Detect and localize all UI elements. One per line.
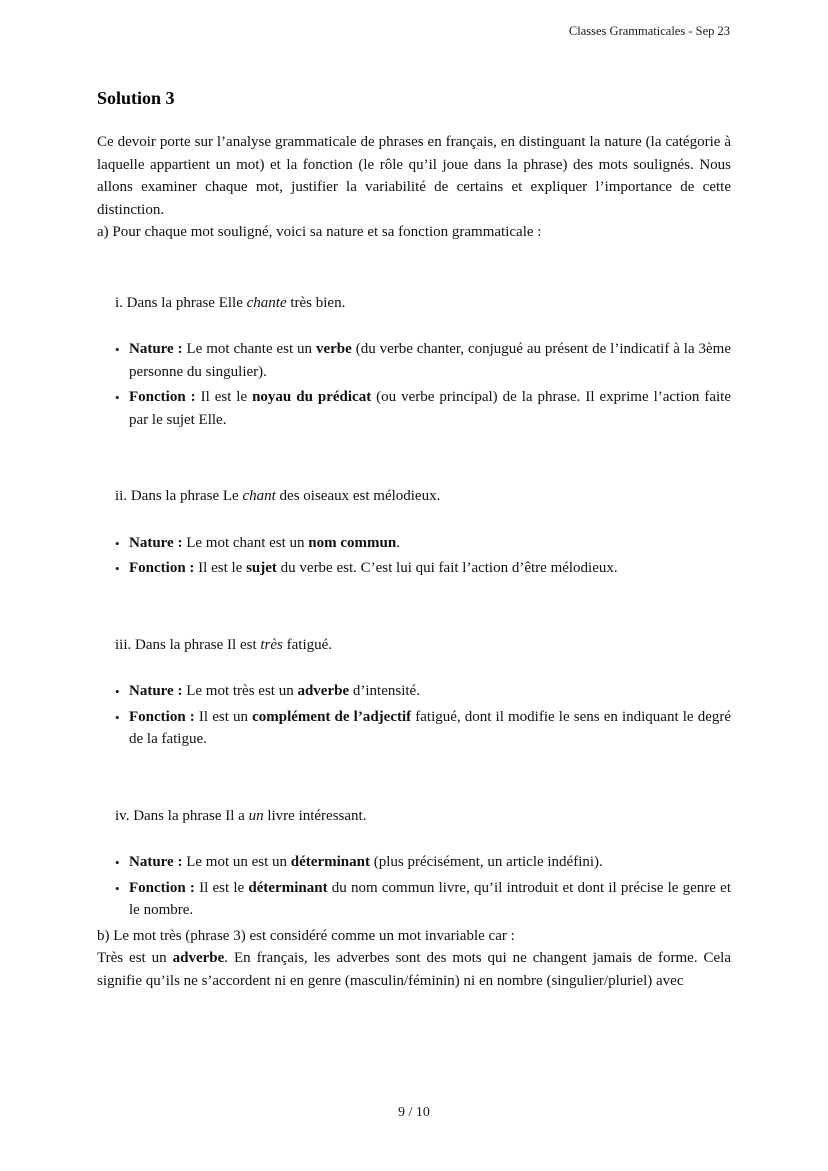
document-footer — [0, 1105, 828, 1121]
bullet-item: • Fonction : Il est le sujet du verbe est. C’est lui qui fait l’action d’être mélodieux. — [115, 557, 731, 580]
bullet-icon: • — [115, 709, 120, 725]
bullet-list — [115, 851, 731, 922]
document-content — [97, 88, 731, 992]
bullet-list — [115, 532, 731, 580]
bullet-item: • Nature : Le mot très est un adverbe d’intensité. — [115, 680, 731, 703]
item-section-ii — [97, 485, 731, 580]
closing-paragraph: Très est un adverbe. En français, les adverbes sont des mots qui ne changent jamais de forme. Cela signifie qu’ils ne s’accordent ni en genre (masculin/féminin) ni en nombre (singulier/pluriel) avec — [97, 950, 731, 989]
item-heading: iii. Dans la phrase Il est très fatigué. — [115, 636, 333, 653]
bullet-item: • Nature : Le mot chant est un nom commun. — [115, 532, 731, 555]
bullet-item: • Fonction : Il est le noyau du prédicat (ou verbe principal) de la phrase. Il exprime l’action faite par le sujet Elle. — [115, 389, 731, 428]
bullet-icon: • — [115, 880, 120, 896]
intro-paragraph: Ce devoir porte sur l’analyse grammaticale de phrases en français, en distinguant la nature (la catégorie à laquelle appartient un mot) et la fonction (le rôle qu’il joue dans la phrase) des mots soulignés. Nous allons examiner chaque mot, justifier la variabilité de certains et expliquer l’importance de cette distinction. — [97, 134, 731, 218]
page-title: Solution 3 — [97, 88, 175, 108]
bullet-icon: • — [115, 855, 120, 870]
header-text: Classes Grammaticales - Sep 23 — [568, 24, 730, 38]
bullet-icon: • — [115, 390, 120, 405]
item-section-iv — [97, 805, 731, 922]
page-number: 9 / 10 — [398, 1105, 430, 1120]
item-section-iii — [97, 634, 731, 751]
bullet-list — [115, 680, 731, 751]
bullet-item: • Fonction : Il est un complément de l’adjectif fatigué, dont il modifie le sens en indiquant le degré de la fatigue. — [115, 708, 732, 747]
bullet-icon: • — [115, 535, 120, 551]
bullet-icon: • — [115, 342, 120, 357]
bullet-item: • Nature : Le mot chante est un verbe (du verbe chanter, conjugué au présent de l’indicatif à la 3ème personne du singulier). — [115, 341, 731, 380]
item-heading: i. Dans la phrase Elle chante très bien. — [115, 294, 346, 311]
bullet-icon: • — [115, 684, 120, 699]
section-b-lead: b) Le mot très (phrase 3) est considéré comme un mot invariable car : — [97, 927, 515, 944]
item-heading: iv. Dans la phrase Il a un livre intéressant. — [115, 807, 367, 824]
item-heading: ii. Dans la phrase Le chant des oiseaux est mélodieux. — [115, 488, 441, 504]
bullet-item: • Fonction : Il est le déterminant du nom commun livre, qu’il introduit et dont il précise le genre et le nombre. — [115, 879, 732, 918]
section-a-lead: a) Pour chaque mot souligné, voici sa nature et sa fonction grammaticale : — [97, 224, 542, 240]
bullet-item: • Nature : Le mot un est un déterminant (plus précisément, un article indéfini). — [115, 851, 731, 874]
item-section-i — [97, 292, 731, 432]
bullet-list — [115, 338, 731, 431]
bullet-icon: • — [115, 561, 120, 576]
document-header — [569, 24, 730, 39]
